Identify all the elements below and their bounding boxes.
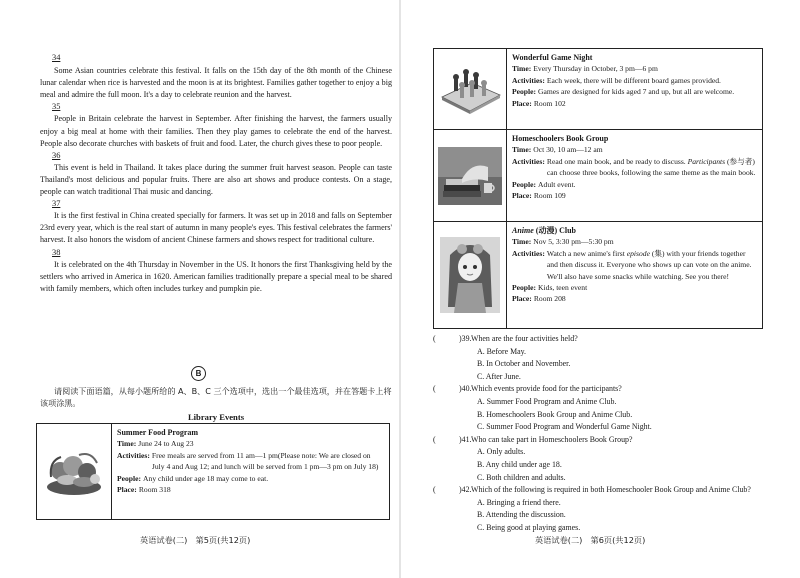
- question-text: Which of the following is required in both Homeschooler Book Group and Anime Club?: [471, 485, 751, 495]
- event-book-group: [433, 129, 763, 222]
- event-anime-club: [433, 221, 763, 329]
- event-game-night: [433, 48, 763, 130]
- event-people: Any child under age 18 may come to eat.: [143, 473, 269, 483]
- answer-option[interactable]: C. Summer Food Program and Wonderful Game Night.: [477, 422, 652, 432]
- time-label: Time:: [117, 439, 137, 449]
- event-image: [434, 49, 507, 129]
- blank-35: 35: [52, 102, 61, 112]
- answer-option[interactable]: A. Bringing a friend there.: [477, 497, 561, 507]
- event-people: Games are designed for kids aged 7 and up, but all are welcome.: [538, 87, 735, 97]
- event-people: Kids, teen event: [538, 283, 588, 293]
- paragraph-38: It is celebrated on the 4th Thursday in November in the US. It honors the first Thanksgiving held by the settlers who arrived in America in 1620. American families traditionally prepare a special meal to be shared with family members, which often includes turkey and pumpkin pie.: [40, 259, 392, 293]
- books-icon: [438, 147, 502, 205]
- event-place: Room 208: [533, 294, 566, 304]
- answer-option[interactable]: C. After June.: [477, 371, 521, 381]
- event-time: Every Thursday in October, 3 pm—6 pm: [533, 64, 658, 74]
- activities-label: Activities:: [117, 450, 150, 460]
- question-number: )42.: [459, 485, 472, 495]
- question-number: )41.: [459, 434, 472, 444]
- page-footer-right: 英语试卷(二) 第6页(共12页): [535, 535, 646, 545]
- place-label: Place:: [512, 191, 532, 201]
- answer-option[interactable]: B. Attending the discussion.: [477, 510, 566, 520]
- place-label: Place:: [117, 485, 137, 495]
- answer-option[interactable]: A. Summer Food Program and Anime Club.: [477, 396, 617, 406]
- event-place: Room 109: [533, 191, 566, 201]
- event-time: June 24 to Aug 23: [138, 439, 194, 449]
- people-label: People:: [512, 87, 537, 97]
- question-text: When are the four activities held?: [471, 334, 578, 343]
- answer-option[interactable]: C. Both children and adults.: [477, 472, 566, 482]
- people-label: People:: [512, 179, 537, 189]
- answer-option[interactable]: C. Being good at playing games.: [477, 522, 581, 532]
- event-name: Homeschoolers Book Group: [512, 134, 609, 143]
- reading-instruction: 请阅读下面语篇，从每小题所给的 A、B、C 三个选项中，选出一个最佳选项，并在答题卡上将该项涂黑。: [40, 386, 392, 409]
- answer-option[interactable]: B. Any child under age 18.: [477, 459, 562, 469]
- anime-girl-icon: [440, 237, 500, 313]
- event-activities: Watch a new anime's first episode (集) with your friends together and then discuss it. Everyone who shows up can vote on the anime. We'll also have some snacks while watching. See you there!: [546, 248, 752, 281]
- event-place: Room 102: [533, 98, 566, 108]
- people-label: People:: [117, 473, 142, 483]
- time-label: Time:: [512, 64, 532, 74]
- answer-option[interactable]: A. Before May.: [477, 346, 527, 356]
- paragraph-36: This event is held in Thailand. It takes place during the summer fruit harvest season. People can taste Thailand's most delicious and popular fruits. There are also art shows and produce contests. On a stage, people can watch traditional Thai music and dancing.: [40, 162, 392, 197]
- library-events-title: Library Events: [187, 412, 245, 422]
- question-text: Which events provide food for the participants?: [471, 384, 622, 394]
- chess-board-icon: [438, 63, 502, 115]
- page-footer-left: 英语试卷(二) 第5页(共12页): [140, 535, 251, 545]
- event-image: [434, 130, 507, 221]
- place-label: Place:: [512, 98, 532, 108]
- event-activities: Read one main book, and be ready to discuss. Participants (参与者) can choose three books, following the same theme as the main book.: [546, 156, 756, 178]
- event-time: Nov 5, 3:30 pm—5:30 pm: [533, 237, 614, 247]
- question-41: ( )41. Who can take part in Homeschoolers Book Group? A. Only adults. B. Any child under age 18. C. Both children and adults.: [433, 434, 768, 484]
- question-text: Who can take part in Homeschoolers Book Group?: [471, 434, 633, 444]
- event-people: Adult event.: [538, 179, 576, 189]
- place-label: Place:: [512, 294, 532, 304]
- answer-option[interactable]: B. Homeschoolers Book Group and Anime Club.: [477, 409, 633, 419]
- paragraph-34: Some Asian countries celebrate this festival. It falls on the 15th day of the 8th month of the Chinese lunar calendar when rice is harvested and the moon is at its brightest. Families gather together to enjoy a big meal and admire the full moon. It's a day to celebrate reunion and the harvest.: [40, 66, 392, 100]
- activities-label: Activities:: [512, 156, 545, 166]
- activities-label: Activities:: [512, 248, 545, 258]
- paragraph-35: People in Britain celebrate the harvest in September. After finishing the harvest, the farmers usually enjoy a big meal at home with their families. Then they play games to celebrate the end of the harvest. People also decorate churches with baskets of fruit and food. Later, the church gives these to poor people.: [40, 114, 392, 148]
- blank-36: 36: [52, 150, 61, 160]
- event-image: [434, 222, 507, 328]
- time-label: Time:: [512, 237, 532, 247]
- questions: [433, 333, 768, 535]
- event-activities: Free meals are served from 11 am—1 pm(Please note: We are closed on July 4 and Aug 12; and lunch will be served from 1 pm—3 pm on July 18): [151, 450, 379, 472]
- event-place: Room 318: [138, 485, 171, 495]
- blank-38: 38: [52, 247, 61, 257]
- question-40: ( )40. Which events provide food for the participants? A. Summer Food Program and Anime Club. B. Homeschoolers Book Group and Anime Club. C. Summer Food Program and Wonderful Game Night.: [433, 383, 768, 433]
- paragraph-37: It is the first festival in China created specially for farmers. It was set up in 2018 and falls on September 23rd every year, which is the real start of autumn in many people's eyes. This festival celebrates the farmers' harvest. It also honors the wisdom of ancient Chinese farmers and shows respect for traditional culture.: [40, 211, 392, 245]
- question-number: )39.: [459, 334, 472, 343]
- section-marker: B: [191, 366, 206, 381]
- event-name: Summer Food Program: [117, 428, 199, 437]
- people-label: People:: [512, 283, 537, 293]
- blank-37: 37: [52, 199, 61, 209]
- blank-34: 34: [52, 53, 61, 62]
- question-42: ( )42. Which of the following is required in both Homeschooler Book Group and Anime Club? A. Bringing a friend there. B. Attending the discussion. C. Being good at playing games.: [433, 484, 768, 534]
- event-name: Anime (动漫) Club: [512, 226, 577, 235]
- event-name: Wonderful Game Night: [512, 53, 593, 62]
- time-label: Time:: [512, 145, 532, 155]
- event-time: Oct 30, 10 am—12 am: [533, 145, 603, 155]
- food-basket-icon: [43, 447, 105, 497]
- passage-blanks: [40, 52, 392, 295]
- event-activities: Each week, there will be different board games provided.: [546, 75, 721, 85]
- answer-option[interactable]: B. In October and November.: [477, 359, 571, 369]
- event-summer-food: [36, 423, 390, 520]
- right-page: [400, 0, 800, 578]
- question-number: )40.: [459, 384, 472, 394]
- answer-option[interactable]: A. Only adults.: [477, 447, 526, 457]
- question-39: ( )39. When are the four activities held? A. Before May. B. In October and November. C. After June.: [433, 333, 768, 383]
- event-image: [37, 424, 112, 519]
- activities-label: Activities:: [512, 75, 545, 85]
